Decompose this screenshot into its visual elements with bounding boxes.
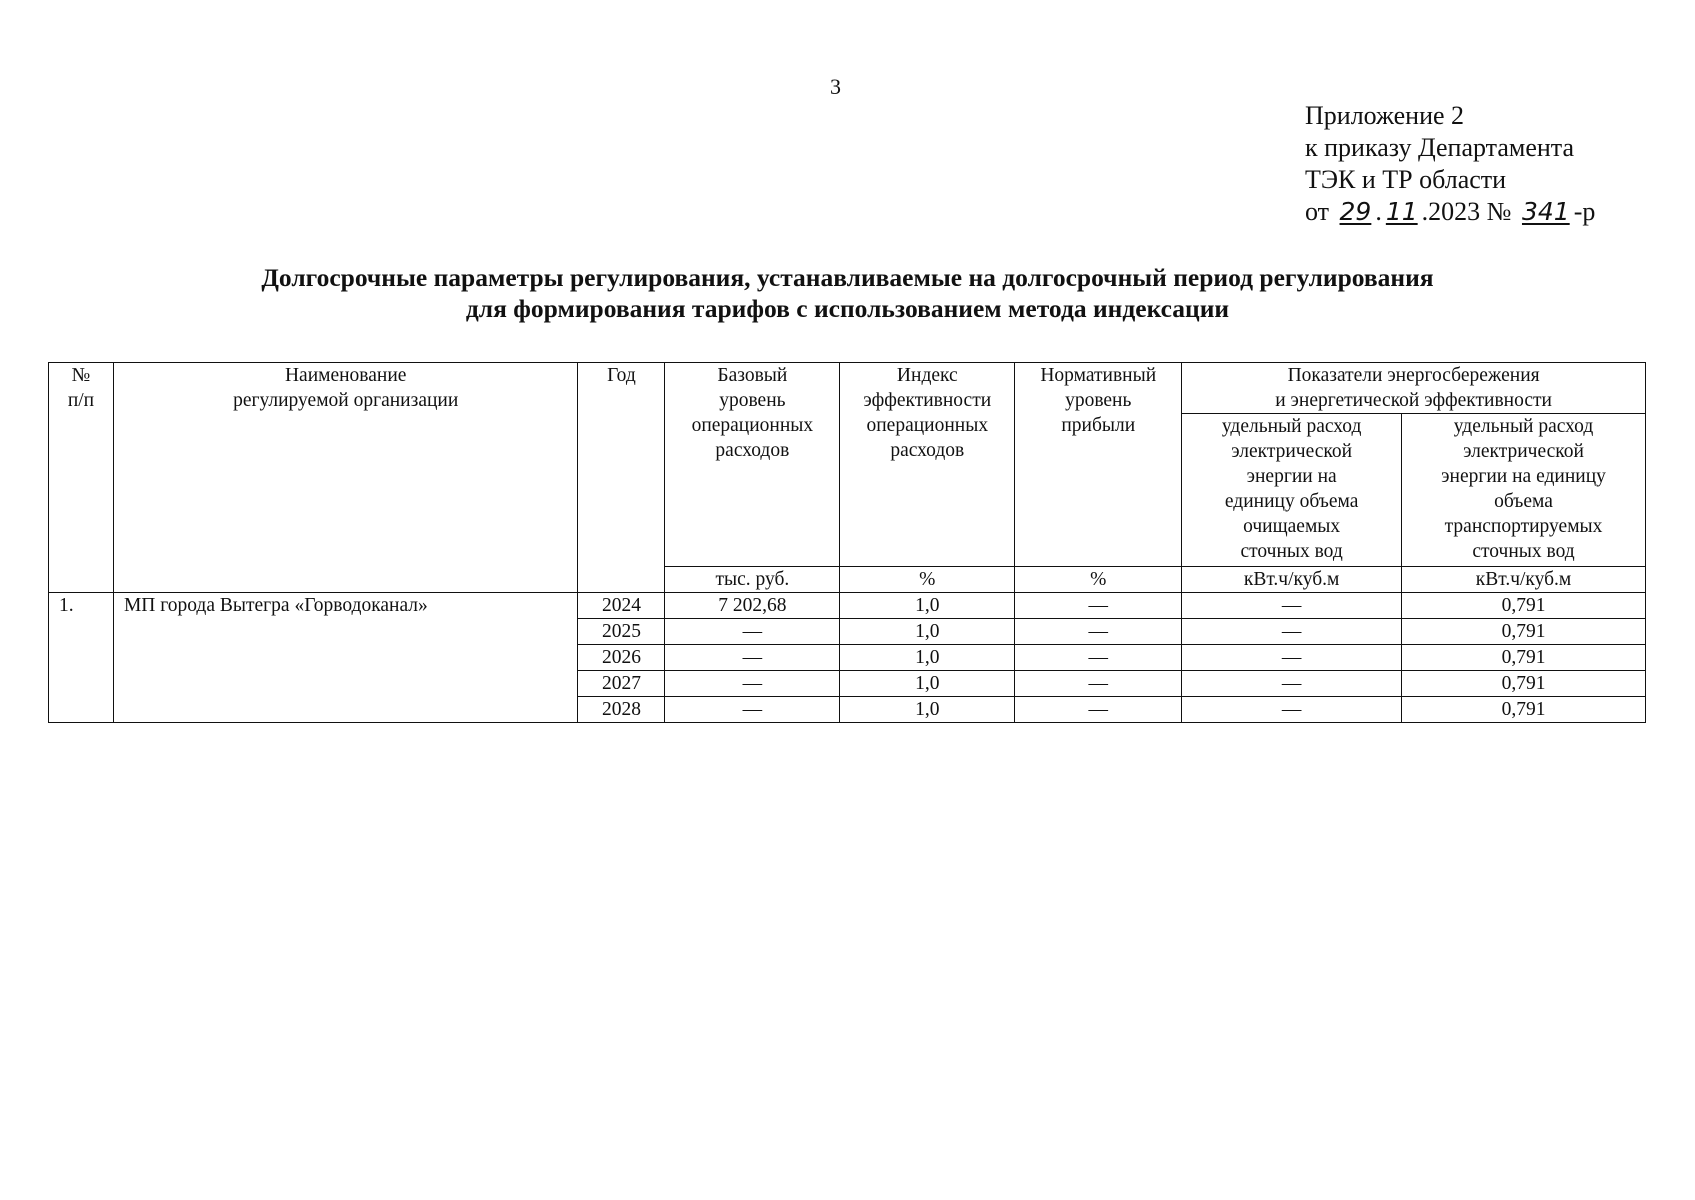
cell-treated: —: [1182, 645, 1402, 671]
cell-index: 1,0: [840, 645, 1015, 671]
cell-transported: 0,791: [1402, 697, 1646, 723]
header-energy-treated: удельный расход электрической энергии на единицу объема очищаемых сточных вод: [1182, 414, 1402, 567]
title-line-2: для формирования тарифов с использованием метода индексации: [465, 294, 1230, 323]
header-year: Год: [578, 363, 665, 593]
header-energy-transported: удельный расход электрической энергии на единицу объема транспортируемых сточных вод: [1402, 414, 1646, 567]
page-number: 3: [830, 74, 841, 99]
cell-year: 2028: [578, 697, 665, 723]
header-efficiency-index: Индекс эффективности операционных расходов: [840, 363, 1015, 567]
header-energy-indicators: Показатели энергосбережения и энергетической эффективности: [1182, 363, 1646, 414]
cell-index: 1,0: [840, 671, 1015, 697]
header-profit-level: Нормативный уровень прибыли: [1015, 363, 1182, 567]
cell-treated: —: [1182, 697, 1402, 723]
date-month-handwritten: 11: [1385, 197, 1418, 226]
cell-transported: 0,791: [1402, 619, 1646, 645]
document-title: [60, 262, 1635, 324]
header-number: № п/п: [49, 363, 114, 593]
unit-index: %: [840, 567, 1015, 593]
cell-profit: —: [1015, 697, 1182, 723]
order-suffix: -р: [1573, 197, 1596, 226]
appendix-line-1: Приложение 2: [1305, 101, 1465, 130]
cell-treated: —: [1182, 671, 1402, 697]
title-line-1: Долгосрочные параметры регулирования, устанавливаемые на долгосрочный период регулирования: [261, 263, 1434, 292]
header-org-name: Наименование регулируемой организации: [113, 363, 578, 593]
cell-transported: 0,791: [1402, 671, 1646, 697]
cell-index: 1,0: [840, 697, 1015, 723]
cell-base: —: [665, 619, 840, 645]
unit-treated: кВт.ч/куб.м: [1182, 567, 1402, 593]
cell-profit: —: [1015, 671, 1182, 697]
appendix-block: [1305, 100, 1595, 228]
parameters-table: [48, 362, 1646, 723]
cell-base: —: [665, 697, 840, 723]
cell-year: 2026: [578, 645, 665, 671]
cell-year: 2024: [578, 593, 665, 619]
date-day-handwritten: 29: [1339, 197, 1372, 226]
unit-profit: %: [1015, 567, 1182, 593]
cell-profit: —: [1015, 645, 1182, 671]
cell-base: 7 202,68: [665, 593, 840, 619]
order-number-handwritten: 341: [1521, 197, 1570, 226]
date-year: .2023 №: [1421, 197, 1512, 226]
cell-transported: 0,791: [1402, 593, 1646, 619]
cell-transported: 0,791: [1402, 645, 1646, 671]
cell-treated: —: [1182, 593, 1402, 619]
cell-index: 1,0: [840, 593, 1015, 619]
org-number: 1.: [49, 593, 114, 723]
unit-transported: кВт.ч/куб.м: [1402, 567, 1646, 593]
date-prefix: от: [1305, 197, 1330, 226]
cell-base: —: [665, 671, 840, 697]
cell-index: 1,0: [840, 619, 1015, 645]
cell-base: —: [665, 645, 840, 671]
cell-treated: —: [1182, 619, 1402, 645]
org-name: МП города Вытегра «Горводоканал»: [113, 593, 578, 723]
unit-base: тыс. руб.: [665, 567, 840, 593]
cell-profit: —: [1015, 593, 1182, 619]
header-row-1: [49, 363, 1646, 414]
header-base-opex: Базовый уровень операционных расходов: [665, 363, 840, 567]
cell-profit: —: [1015, 619, 1182, 645]
cell-year: 2025: [578, 619, 665, 645]
cell-year: 2027: [578, 671, 665, 697]
appendix-line-2: к приказу Департамента: [1305, 133, 1575, 162]
table-row: [49, 593, 1646, 619]
appendix-line-3: ТЭК и ТР области: [1305, 165, 1507, 194]
appendix-date-line: от 29 . 11 .2023 № 341 -р: [1305, 197, 1596, 226]
